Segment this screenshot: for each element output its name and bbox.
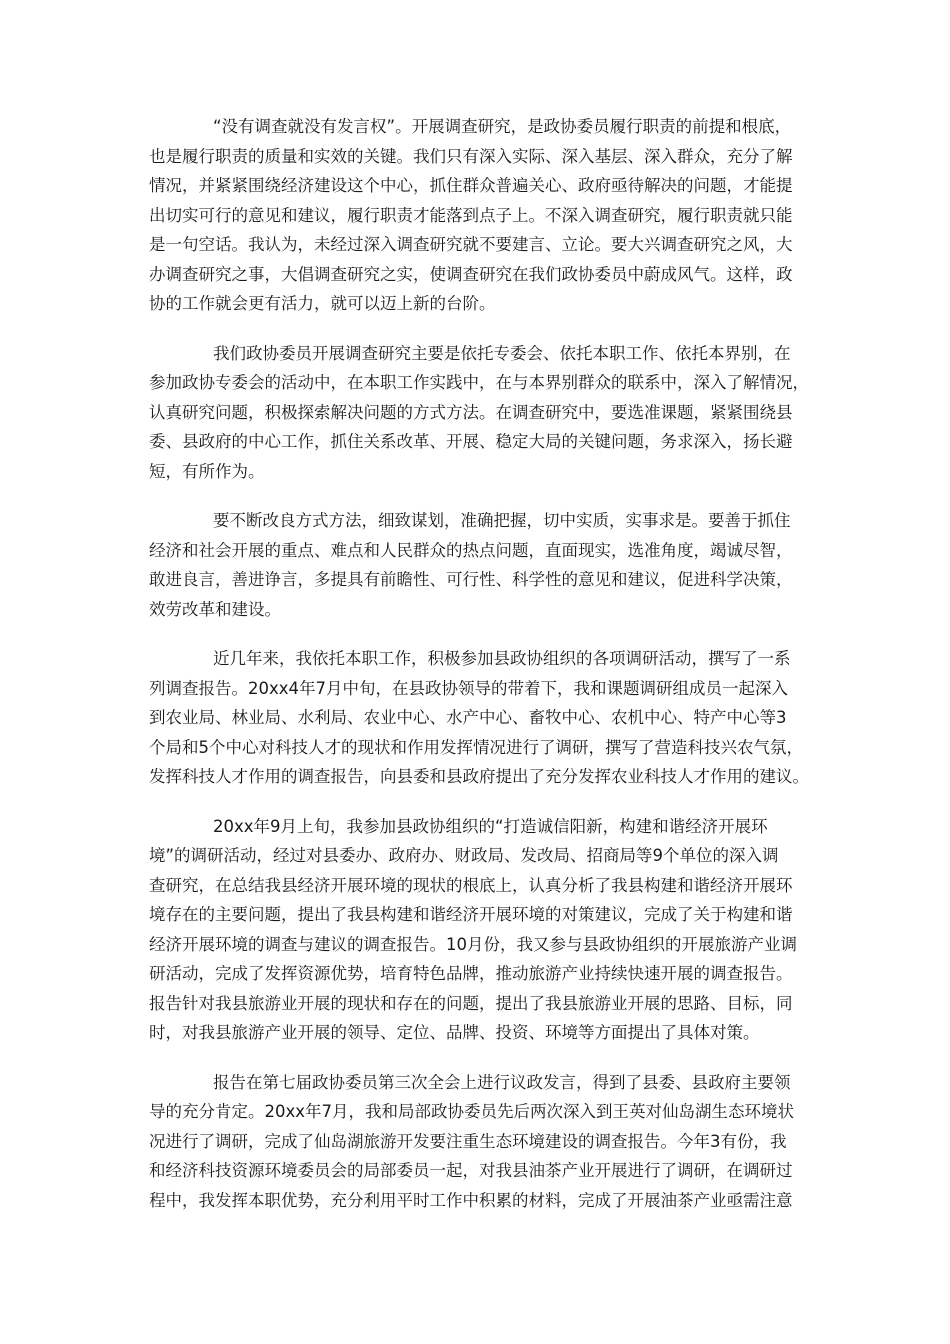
text-line: 和经济科技资源环境委员会的局部委员一起，对我县油茶产业开展进行了调研，在调研过 [149,1161,793,1180]
paragraph [149,644,809,792]
paragraph [149,112,809,319]
text-line: 是一句空话。我认为，未经过深入调查研究就不要建言、立论。要大兴调查研究之风，大 [149,235,793,254]
text-line: 我们政协委员开展调查研究主要是依托专委会、依托本职工作、依托本界别，在 [213,343,791,363]
text-line: “没有调查就没有发言权”。开展调查研究，是政协委员履行职责的前提和根底， [213,117,792,136]
text-line: 认真研究问题，积极探索解决问题的方式方法。在调查研究中，要选准课题，紧紧围绕县 [149,402,793,422]
text-line: 报告针对我县旅游业开展的现状和存在的问题，提出了我县旅游业开展的思路、目标，同 [149,993,793,1013]
text-line: 经济和社会开展的重点、难点和人民群众的热点问题，直面现实，选准角度，竭诚尽智， [149,540,793,560]
paragraph [149,812,809,1048]
text-line: 境存在的主要问题，提出了我县构建和谐经济开展环境的对策建议，完成了关于构建和谐 [149,905,793,924]
document-body [149,112,809,1235]
paragraph [149,1068,809,1216]
text-line: 情况，并紧紧围绕经济建设这个中心，抓住群众普遍关心、政府亟待解决的问题，才能提 [149,176,793,195]
text-line: 报告在第七届政协委员第三次全会上进行议政发言，得到了县委、县政府主要领 [213,1072,791,1092]
text-line: 况进行了调研，完成了仙岛湖旅游开发要注重生态环境建设的调查报告。今年3有份，我 [149,1131,787,1151]
text-line: 协的工作就会更有活力，就可以迈上新的台阶。 [149,294,496,313]
text-line: 到农业局、林业局、水利局、农业中心、水产中心、畜牧中心、农机中心、特产中心等3 [149,708,787,727]
paragraph [149,339,809,487]
text-line: 境”的调研活动，经过对县委办、政府办、财政局、发改局、招商局等9个单位的深入调 [149,846,779,865]
text-line: 列调查报告。20xx4年7月中旬，在县政协领导的带着下，我和课题调研组成员一起深入 [149,678,789,698]
text-line: 导的充分肯定。20xx年7月，我和局部政协委员先后两次深入到王英对仙岛湖生态环境状 [149,1102,795,1121]
text-line: 发挥科技人才作用的调查报告，向县委和县政府提出了充分发挥农业科技人才作用的建议。 [149,767,809,786]
text-line: 参加政协专委会的活动中，在本职工作实践中，在与本界别群众的联系中，深入了解情况， [149,373,809,392]
text-line: 20xx年9月上旬，我参加县政协组织的“打造诚信阳新，构建和谐经济开展环 [213,816,768,836]
text-line: 委、县政府的中心工作，抓住关系改革、开展、稳定大局的关键问题，务求深入，扬长避 [149,432,793,451]
text-line: 要不断改良方式方法，细致谋划，准确把握，切中实质，实事求是。要善于抓住 [213,511,791,530]
text-line: 效劳改革和建设。 [149,599,281,619]
paragraph [149,506,809,624]
text-line: 也是履行职责的质量和实效的关键。我们只有深入实际、深入基层、深入群众，充分了解 [149,146,793,166]
text-line: 办调查研究之事，大倡调查研究之实，使调查研究在我们政协委员中蔚成风气。这样，政 [149,264,793,284]
text-line: 研活动，完成了发挥资源优势，培育特色品牌，推动旅游产业持续快速开展的调查报告。 [149,964,793,983]
text-line: 时，对我县旅游产业开展的领导、定位、品牌、投资、环境等方面提出了具体对策。 [149,1023,760,1042]
text-line: 查研究，在总结我县经济开展环境的现状的根底上，认真分析了我县构建和谐经济开展环 [149,875,793,895]
text-line: 短，有所作为。 [149,461,265,481]
text-line: 敢进良言，善进诤言，多提具有前瞻性、可行性、科学性的意见和建议，促进科学决策， [149,570,793,589]
text-line: 经济开展环境的调查与建议的调查报告。10月份，我又参与县政协组织的开展旅游产业调 [149,934,797,954]
text-line: 出切实可行的意见和建议，履行职责才能落到点子上。不深入调查研究，履行职责就只能 [149,205,793,225]
text-line: 近几年来，我依托本职工作，积极参加县政协组织的各项调研活动，撰写了一系 [213,649,791,668]
text-line: 程中，我发挥本职优势，充分利用平时工作中积累的材料，完成了开展油茶产业亟需注意 [149,1190,793,1210]
text-line: 个局和5个中心对科技人才的现状和作用发挥情况进行了调研，撰写了营造科技兴农气氛， [149,737,803,757]
